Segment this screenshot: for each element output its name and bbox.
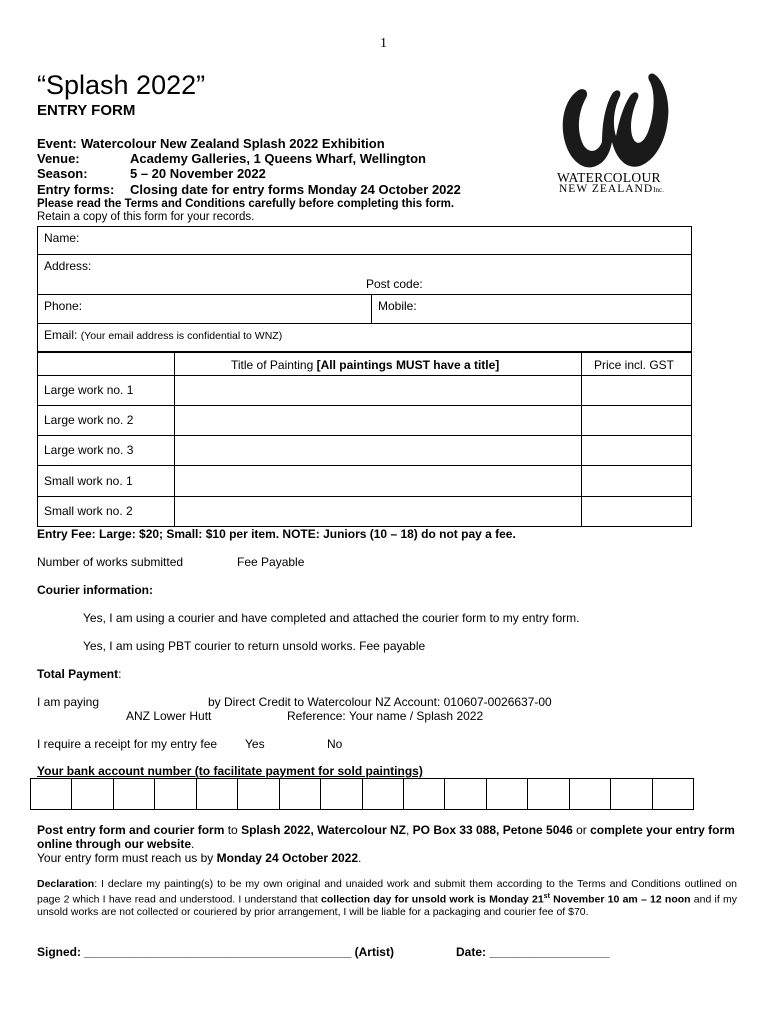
season-value: 5 – 20 November 2022 — [130, 166, 266, 181]
fee-payable-label: Fee Payable — [237, 555, 305, 569]
entry-forms-value: Closing date for entry forms Monday 24 October 2022 — [130, 182, 461, 197]
address-input[interactable] — [100, 256, 680, 276]
bank-digit-cell[interactable] — [363, 779, 404, 809]
mobile-input[interactable] — [425, 297, 685, 319]
work-price-input[interactable] — [583, 467, 689, 493]
event-label: Event: — [37, 136, 77, 151]
bank-digit-cell[interactable] — [445, 779, 486, 809]
venue-value: Academy Galleries, 1 Queens Wharf, Wellington — [130, 151, 426, 166]
works-submitted-label: Number of works submitted — [37, 555, 184, 569]
payment-reference: Reference: Your name / Splash 2022 — [287, 709, 484, 723]
mobile-label: Mobile: — [378, 299, 417, 313]
phone-input[interactable] — [90, 297, 360, 319]
bank-digit-cell[interactable] — [528, 779, 569, 809]
bank-account-grid[interactable] — [30, 778, 694, 810]
bank-digit-cell[interactable] — [238, 779, 279, 809]
receipt-no[interactable]: No — [327, 737, 343, 751]
courier-option-1[interactable]: Yes, I am using a courier and have completed and attached the courier form to my entry form. — [83, 611, 580, 625]
bank-account-heading: Your bank account number (to facilitate payment for sold paintings) — [37, 764, 423, 778]
page-subtitle: ENTRY FORM — [37, 102, 136, 119]
page-number: 1 — [380, 36, 387, 51]
work-title-input[interactable] — [176, 407, 578, 433]
work-title-input[interactable] — [176, 498, 578, 524]
bank-digit-cell[interactable] — [321, 779, 362, 809]
event-value: Watercolour New Zealand Splash 2022 Exhibition — [81, 136, 385, 151]
work-title-input[interactable] — [176, 467, 578, 493]
date-line[interactable]: Date: __________________ — [456, 945, 610, 959]
total-payment-heading: Total Payment: — [37, 667, 122, 681]
declaration: Declaration: I declare my painting(s) to be my own original and unaided work and submit them according to the Terms and Conditions outlined on page 2 which I have read and understood. I understand that collection day for unsold work is Monday 21st November 10 am – 12 noon and if my unsold works are not collected or couriered by prior arrangement, I will be liable for a packaging and courier fee of $70. — [37, 878, 737, 918]
bank-digit-cell[interactable] — [197, 779, 238, 809]
email-label: Email: (Your email address is confidential to WNZ) — [44, 328, 283, 342]
bank-digit-cell[interactable] — [155, 779, 196, 809]
work-price-input[interactable] — [583, 437, 689, 463]
receipt-yes[interactable]: Yes — [245, 737, 265, 751]
courier-option-2[interactable]: Yes, I am using PBT courier to return unsold works. Fee payable — [83, 639, 426, 653]
courier-heading: Courier information: — [37, 583, 153, 597]
email-input[interactable] — [320, 326, 685, 348]
event-line — [37, 136, 385, 151]
entry-forms-line — [37, 182, 461, 197]
signature-line[interactable]: Signed: ________________________________________ (Artist) — [37, 945, 394, 959]
bank-digit-cell[interactable] — [653, 779, 693, 809]
work-price-input[interactable] — [583, 377, 689, 403]
post-instructions: Post entry form and courier form to Splash 2022, Watercolour NZ, PO Box 33 088, Petone 5046 or complete your entry form online through our website. Your entry form must reach us by Monday 24 October 2022. — [37, 823, 735, 865]
logo-text-newzealand: NEW ZEALANDInc. — [559, 183, 664, 195]
title-header: Title of Painting [All paintings MUST have a title] — [231, 358, 500, 372]
season-line — [37, 166, 266, 181]
work-price-input[interactable] — [583, 498, 689, 524]
bank-digit-cell[interactable] — [280, 779, 321, 809]
work-row-label: Large work no. 2 — [44, 413, 134, 427]
price-header: Price incl. GST — [594, 358, 675, 372]
work-row-label: Small work no. 1 — [44, 474, 133, 488]
bank-digit-cell[interactable] — [31, 779, 72, 809]
bank-digit-cell[interactable] — [72, 779, 113, 809]
name-label: Name: — [44, 231, 80, 245]
bank-digit-cell[interactable] — [404, 779, 445, 809]
page-title: “Splash 2022” — [37, 70, 206, 100]
bank-digit-cell[interactable] — [487, 779, 528, 809]
logo-text-watercolour: WATERCOLOUR — [557, 170, 661, 185]
phone-label: Phone: — [44, 299, 83, 313]
venue-line — [37, 151, 426, 166]
work-title-input[interactable] — [176, 377, 578, 403]
retain-note: Retain a copy of this form for your records. — [37, 211, 255, 223]
name-input[interactable] — [90, 229, 680, 251]
entry-fee-text: Entry Fee: Large: $20; Small: $10 per item. NOTE: Juniors (10 – 18) do not pay a fee. — [37, 527, 516, 541]
work-row-label: Small work no. 2 — [44, 504, 133, 518]
receipt-label: I require a receipt for my entry fee — [37, 737, 218, 751]
paying-label: I am paying — [37, 695, 100, 709]
season-label: Season: — [37, 166, 88, 181]
bank-name: ANZ Lower Hutt — [126, 709, 212, 723]
address-label: Address: — [44, 259, 92, 273]
work-title-input[interactable] — [176, 437, 578, 463]
bank-digit-cell[interactable] — [570, 779, 611, 809]
paying-method: by Direct Credit to Watercolour NZ Account: 010607-0026637-00 — [208, 695, 552, 709]
work-price-input[interactable] — [583, 407, 689, 433]
venue-label: Venue: — [37, 151, 80, 166]
terms-note: Please read the Terms and Conditions carefully before completing this form. — [37, 198, 455, 210]
postcode-label: Post code: — [366, 277, 423, 291]
bank-digit-cell[interactable] — [114, 779, 155, 809]
work-row-label: Large work no. 1 — [44, 383, 134, 397]
work-row-label: Large work no. 3 — [44, 443, 134, 457]
bank-digit-cell[interactable] — [611, 779, 652, 809]
entry-forms-label: Entry forms: — [37, 182, 115, 197]
